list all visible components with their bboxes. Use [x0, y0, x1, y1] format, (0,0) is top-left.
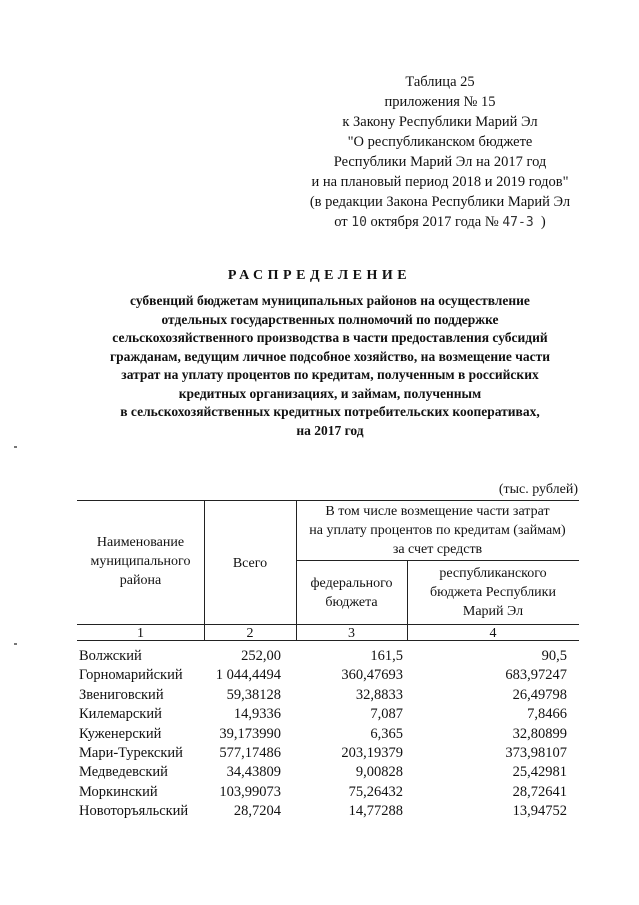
- handwritten-day: 10: [351, 215, 367, 230]
- district-name: Горномарийский: [79, 667, 183, 684]
- header-text: Всего: [232, 556, 268, 571]
- republic-value: 90,5: [541, 648, 567, 664]
- header-total-cell: [204, 554, 296, 573]
- subtitle-line: на 2017 год: [296, 422, 364, 438]
- republic-value: 13,94752: [512, 803, 567, 820]
- total-value: 39,173990: [219, 725, 281, 742]
- header-text: на уплату процентов по кредитам (займам): [309, 523, 566, 538]
- subtitle-line: сельскохозяйственного производства в части предоставления субсидий: [112, 330, 548, 345]
- header-line: "О республиканском бюджете: [347, 134, 533, 150]
- district-name: Медведевский: [79, 764, 168, 781]
- district-name: Новоторъяльский: [79, 803, 189, 820]
- col-number: 4: [489, 626, 497, 641]
- header-text: бюджета: [325, 595, 378, 610]
- total-value: 28,7204: [233, 803, 281, 820]
- header-line: к Закону Республики Марий Эл: [342, 114, 538, 130]
- scan-mark: [14, 643, 17, 645]
- col-number: 1: [137, 626, 144, 641]
- subtitle-line: гражданам, ведущим личное подсобное хозяйство, на возмещение части: [109, 348, 551, 364]
- subtitle-line: затрат на уплату процентов по кредитам, полученным в российских: [121, 367, 539, 382]
- total-value: 59,38128: [226, 686, 281, 703]
- republic-value: 373,98107: [505, 744, 567, 761]
- federal-value: 161,5: [370, 648, 403, 664]
- subtitle-line: отдельных государственных полномочий по поддержке: [161, 311, 499, 327]
- table-row: [77, 687, 579, 706]
- total-value: 577,17486: [219, 744, 281, 761]
- federal-value: 32,8833: [355, 686, 403, 703]
- republic-value: 26,49798: [512, 686, 567, 703]
- district-name: Куженерский: [79, 725, 162, 742]
- header-line: приложения № 15: [384, 94, 496, 110]
- table-body: [77, 648, 579, 823]
- district-name: Моркинский: [79, 783, 158, 800]
- republic-value: 25,42981: [512, 764, 567, 781]
- table-row: [77, 667, 579, 686]
- header-text: федерального: [310, 576, 393, 591]
- header-group-cell: [296, 502, 579, 559]
- table-row: [77, 803, 579, 822]
- republic-value: 32,80899: [512, 725, 567, 742]
- federal-value: 203,19379: [341, 744, 403, 761]
- header-text: муниципального: [90, 554, 191, 569]
- header-name-cell: [77, 533, 204, 590]
- group-rule: [296, 560, 579, 561]
- col-number: 3: [348, 626, 355, 641]
- header-text: за счет средств: [392, 542, 483, 557]
- scan-mark: [14, 446, 17, 448]
- header-text: В том числе возмещение части затрат: [325, 504, 550, 519]
- table-row: [77, 726, 579, 745]
- table-top-rule: [77, 500, 579, 501]
- federal-value: 14,77288: [348, 803, 403, 820]
- header-text: республиканского: [439, 566, 547, 581]
- header-text: бюджета Республики: [430, 585, 556, 600]
- total-value: 1 044,4494: [215, 667, 281, 684]
- header-text: Марий Эл: [462, 604, 524, 619]
- republic-value: 28,72641: [512, 783, 567, 800]
- document-subtitle: [70, 292, 590, 440]
- header-middle: октября 2017 года №: [370, 214, 499, 230]
- header-line: Республики Марий Эл на 2017 год: [333, 154, 547, 170]
- col-number: 2: [246, 626, 254, 641]
- header-text: района: [119, 573, 162, 588]
- header-suffix: ): [540, 214, 546, 230]
- district-name: Килемарский: [79, 706, 162, 723]
- republic-value: 683,97247: [505, 667, 567, 684]
- republic-value: 7,8466: [527, 706, 567, 723]
- table-row: [77, 648, 579, 667]
- table-row: [77, 784, 579, 803]
- subtitle-line: в сельскохозяйственных кредитных потребительских кооперативах,: [120, 404, 540, 419]
- header-line: Таблица 25: [405, 74, 475, 90]
- district-name: Волжский: [79, 648, 142, 664]
- federal-value: 75,26432: [348, 783, 403, 800]
- district-name: Звениговский: [79, 686, 164, 703]
- units-label: (тыс. рублей): [498, 482, 578, 497]
- header-federal-cell: [296, 574, 407, 612]
- federal-value: 9,00828: [355, 764, 403, 781]
- federal-value: 360,47693: [341, 667, 403, 684]
- federal-value: 6,365: [370, 725, 403, 742]
- total-value: 34,43809: [226, 764, 281, 781]
- total-value: 14,9336: [233, 706, 281, 723]
- table-row: [77, 764, 579, 783]
- district-name: Мари-Турекский: [79, 744, 183, 761]
- header-prefix: от: [334, 214, 348, 230]
- handwritten-number: 47-З: [502, 215, 534, 230]
- document-title: РАСПРЕДЕЛЕНИЕ: [227, 268, 412, 283]
- subtitle-line: субвенций бюджетам муниципальных районов на осуществление: [130, 293, 530, 308]
- header-line: и на плановый период 2018 и 2019 годов": [311, 174, 569, 190]
- table-row: [77, 745, 579, 764]
- table-row: [77, 706, 579, 725]
- header-republic-cell: [407, 564, 579, 621]
- subtitle-line: кредитных организациях, и займам, полученным: [178, 385, 482, 401]
- header-date-line: [270, 212, 610, 233]
- appendix-header: [270, 72, 610, 233]
- total-value: 103,99073: [219, 783, 281, 800]
- header-text: Наименование: [96, 535, 185, 550]
- total-value: 252,00: [241, 648, 281, 664]
- federal-value: 7,087: [370, 706, 403, 723]
- header-line: (в редакции Закона Республики Марий Эл: [309, 194, 571, 210]
